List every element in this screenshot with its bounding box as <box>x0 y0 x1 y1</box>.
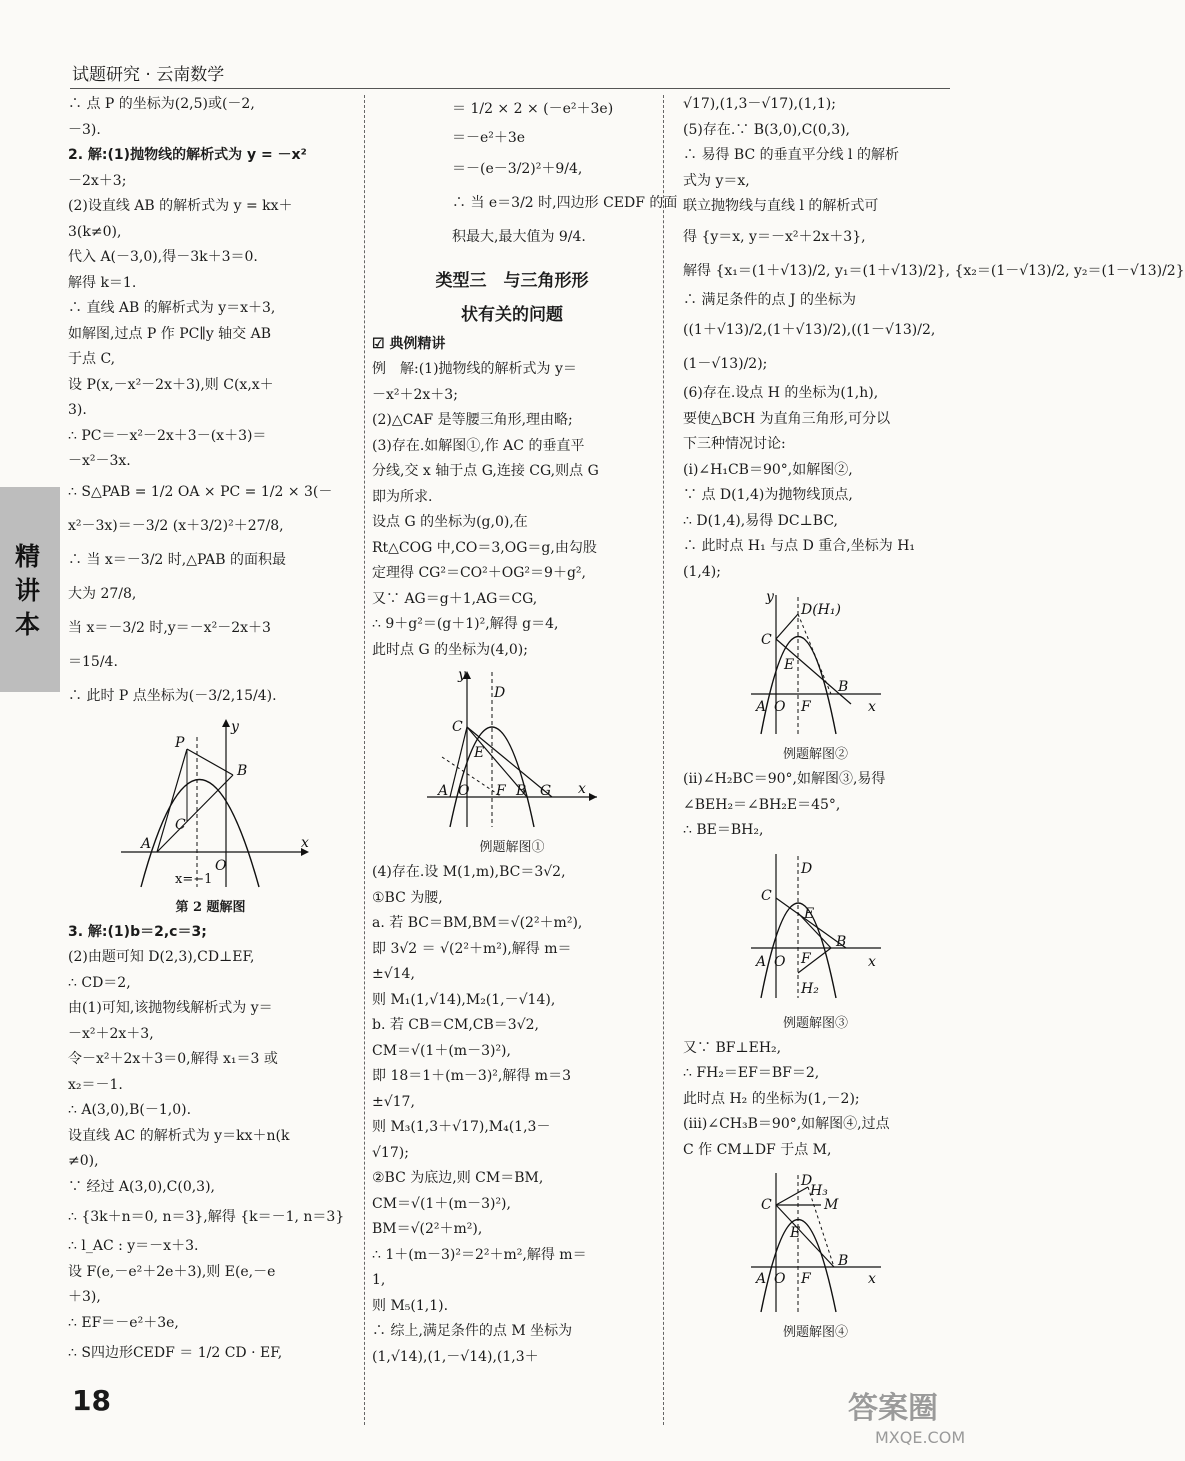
text-line: ∴ 满足条件的点 J 的坐标为 <box>683 291 856 308</box>
svg-text:x: x <box>867 699 876 715</box>
text-line: ∴ 此时点 H₁ 与点 D 重合,坐标为 H₁ <box>683 538 916 554</box>
text-line: ∴ 此时 P 点坐标为(－3/2,15/4). <box>68 687 277 704</box>
text-line: Rt△COG 中,CO＝3,OG＝g,由勾股 <box>372 539 597 556</box>
svg-text:E: E <box>783 657 794 673</box>
checkbox-icon: ☑ <box>372 335 385 352</box>
text-line: (4)存在.设 M(1,m),BC＝3√2, <box>372 864 566 880</box>
svg-text:O: O <box>773 953 785 970</box>
svg-text:P: P <box>174 734 184 751</box>
text-line: 当 x＝－3/2 时,y＝－x²－2x＋3 <box>68 619 271 636</box>
text-line: ＋3), <box>68 1289 101 1305</box>
svg-text:D: D <box>800 1173 812 1189</box>
text-line: (6)存在.设点 H 的坐标为(1,h), <box>683 385 879 401</box>
text-line: －x²＋2x＋3; <box>372 386 458 403</box>
text-line: (ⅲ)∠CH₃B＝90°,如解图④,过点 <box>683 1116 890 1132</box>
text-line: ＝15/4. <box>68 653 118 670</box>
text-line: 则 M₁(1,√14),M₂(1,－√14), <box>372 991 556 1008</box>
text-line: ∴ BE＝BH₂, <box>683 822 764 838</box>
text-line: 得 {y＝x, y＝－x²＋2x＋3}, <box>683 228 866 245</box>
text-line: ∵ 点 D(1,4)为抛物线顶点, <box>683 487 853 503</box>
text-line: 联立抛物线与直线 l 的解析式可 <box>683 198 879 214</box>
svg-text:x: x <box>300 834 309 851</box>
text-line: ∴ 直线 AB 的解析式为 y＝x＋3, <box>68 300 276 316</box>
text-line: b. 若 CB＝CM,CB＝3√2, <box>372 1017 539 1033</box>
text-line: ∴ 综上,满足条件的点 M 坐标为 <box>372 1323 573 1339</box>
svg-text:O: O <box>214 857 226 874</box>
figure-caption: 例题解图④ <box>782 1325 848 1340</box>
text-line: C 作 CM⊥DF 于点 M, <box>683 1141 832 1158</box>
text-line: －3). <box>68 121 101 138</box>
svg-text:D: D <box>800 860 812 877</box>
svg-text:F: F <box>800 1271 811 1287</box>
svg-text:B: B <box>837 1253 848 1269</box>
svg-text:y: y <box>230 718 239 735</box>
text-line: √17); <box>372 1144 409 1161</box>
col2-text <box>372 92 678 254</box>
text-line: ∴ EF＝－e²＋3e, <box>68 1314 179 1331</box>
text-line: (5)存在.∵ B(3,0),C(0,3), <box>683 121 851 138</box>
col1-text <box>68 92 353 713</box>
figure-caption: 第 2 题解图 <box>175 899 246 915</box>
svg-text:B: B <box>516 783 527 799</box>
header-rule <box>70 88 950 89</box>
figure-q2 <box>111 717 311 892</box>
text-line: x²－3x)＝－3/2 (x＋3/2)²＋27/8, <box>68 517 284 534</box>
column-2 <box>372 92 678 1370</box>
text-line: 积最大,最大值为 9/4. <box>452 228 586 245</box>
text-line: 令－x²＋2x＋3＝0,解得 x₁＝3 或 <box>68 1051 278 1067</box>
figure-caption: 例题解图③ <box>782 1015 848 1031</box>
figure-example-1 <box>422 667 602 832</box>
text-line: 分线,交 x 轴于点 G,连接 CG,则点 G <box>372 463 599 479</box>
text-line: (2)设直线 AB 的解析式为 y = kx＋ <box>68 198 293 214</box>
svg-text:F: F <box>496 783 506 799</box>
svg-text:B: B <box>835 933 846 950</box>
text-line: √17),(1,3－√17),(1,1); <box>683 96 836 112</box>
text-line: ∴ 当 e＝3/2 时,四边形 CEDF 的面 <box>452 194 678 211</box>
text-line: 设 P(x,－x²－2x＋3),则 C(x,x＋ <box>68 376 274 393</box>
text-line: ≠0), <box>68 1153 99 1169</box>
svg-text:x: x <box>867 1271 876 1287</box>
text-line: ∴ A(3,0),B(－1,0). <box>68 1102 192 1118</box>
text-line: 定理得 CG²＝CO²＋OG²＝9＋g², <box>372 565 586 581</box>
text-line: 设 F(e,－e²＋2e＋3),则 E(e,－e <box>68 1263 276 1280</box>
text-line: ∴ l_AC : y＝－x＋3. <box>68 1238 199 1254</box>
text-line: (ⅰ)∠H₁CB＝90°,如解图②, <box>683 461 853 478</box>
text-line: ＝ 1/2 × 2 × (－e²＋3e) <box>452 101 614 117</box>
text-line: 大为 27/8, <box>68 585 137 602</box>
svg-text:A: A <box>755 699 766 715</box>
text-line: ∴ S四边形CEDF ＝ 1/2 CD · EF, <box>68 1345 283 1361</box>
text-line: (1,√14),(1,－√14),(1,3＋ <box>372 1348 539 1365</box>
text-line: 则 M₅(1,1). <box>372 1297 449 1314</box>
side-tab-label: 精讲本 <box>15 542 41 639</box>
svg-text:F: F <box>800 950 811 967</box>
running-header: 试题研究 · 云南数学 <box>72 65 225 85</box>
text-line: 又∵ BF⊥EH₂, <box>683 1039 782 1056</box>
svg-text:F: F <box>800 699 811 715</box>
text-line: ((1＋√13)/2,(1＋√13)/2),((1－√13)/2, <box>683 322 936 338</box>
figure-example-2 <box>746 589 886 739</box>
svg-text:A: A <box>140 835 151 852</box>
text-line: 则 M₃(1,3＋√17),M₄(1,3－ <box>372 1119 551 1135</box>
text-line: ∴ 9＋g²＝(g＋1)²,解得 g＝4, <box>372 616 559 632</box>
svg-text:O: O <box>773 1271 785 1287</box>
svg-text:G: G <box>540 783 552 799</box>
text-line: 此时点 H₂ 的坐标为(1,－2); <box>683 1090 860 1107</box>
col2-text <box>372 357 652 663</box>
figure-example-3 <box>746 848 886 1008</box>
text-line: 例 解:(1)抛物线的解析式为 y＝ <box>372 361 577 377</box>
col2-text <box>372 860 652 1370</box>
svg-text:C: C <box>174 816 186 833</box>
svg-text:H₂: H₂ <box>800 980 819 997</box>
watermark-url: MXQE.COM <box>875 1428 966 1447</box>
svg-text:C: C <box>760 887 772 904</box>
text-line: 由(1)可知,该抛物线解析式为 y＝ <box>68 1000 273 1016</box>
text-line: 3(k≠0), <box>68 223 122 240</box>
section-title: 类型三 与三角形形 <box>435 270 589 291</box>
figure-caption: 例题解图① <box>479 840 545 855</box>
text-line: ∴ PC＝－x²－2x＋3－(x＋3)＝ <box>68 427 267 444</box>
svg-text:H₃: H₃ <box>809 1183 828 1199</box>
svg-text:D(H₁): D(H₁) <box>800 602 841 618</box>
col3-text <box>683 767 948 844</box>
text-line: 要使△BCH 为直角三角形,可分以 <box>683 410 891 427</box>
text-line: 1, <box>372 1272 386 1288</box>
text-line: －x²＋2x＋3, <box>68 1025 154 1042</box>
svg-text:B: B <box>236 762 247 779</box>
section-title: 状有关的问题 <box>461 304 563 325</box>
text-line: a. 若 BC＝BM,BM＝√(2²＋m²), <box>372 915 583 931</box>
text-line: ∴ CD＝2, <box>68 974 131 991</box>
text-line: (3)存在.如解图①,作 AC 的垂直平 <box>372 437 585 454</box>
text-line: 设直线 AC 的解析式为 y＝kx＋n(k <box>68 1127 290 1144</box>
text-line: 式为 y＝x, <box>683 172 750 189</box>
text-line: ∠BEH₂＝∠BH₂E＝45°, <box>683 796 841 813</box>
text-line: 于点 C, <box>68 351 116 367</box>
svg-text:E: E <box>789 1225 800 1241</box>
text-line: BM＝√(2²＋m²), <box>372 1221 483 1237</box>
page-number: 18 <box>72 1384 111 1417</box>
text-line: ∴ D(1,4),易得 DC⊥BC, <box>683 512 838 529</box>
text-line: ∴ S△PAB = 1/2 OA × PC = 1/2 × 3(－ <box>68 483 333 500</box>
text-line: 又∵ AG＝g＋1,AG＝CG, <box>372 590 538 607</box>
column-divider <box>364 95 365 1425</box>
text-line: (ⅱ)∠H₂BC＝90°,如解图③,易得 <box>683 771 886 787</box>
text-line: 设点 G 的坐标为(g,0),在 <box>372 514 528 530</box>
text-line: CM＝√(1＋(m－3)²), <box>372 1042 511 1059</box>
svg-text:x: x <box>578 781 586 797</box>
column-3 <box>683 92 1185 1345</box>
text-line: ∴ 点 P 的坐标为(2,5)或(－2, <box>68 96 255 112</box>
text-line: (1－√13)/2); <box>683 356 768 372</box>
col3-text <box>683 1036 948 1164</box>
text-line: ②BC 为底边,则 CM＝BM, <box>372 1170 544 1186</box>
text-line: 3. 解:(1)b＝2,c＝3; <box>68 923 207 940</box>
text-line: ∵ 经过 A(3,0),C(0,3), <box>68 1178 215 1195</box>
text-line: ＝－e²＋3e <box>452 130 526 146</box>
col3-text <box>683 92 1185 585</box>
svg-text:A: A <box>755 953 766 970</box>
text-line: ±√17, <box>372 1093 415 1110</box>
text-line: －2x＋3; <box>68 172 127 189</box>
svg-text:x: x <box>867 953 876 970</box>
svg-text:C: C <box>760 632 772 648</box>
figure-caption: 例题解图② <box>782 747 848 762</box>
svg-text:E: E <box>474 745 485 761</box>
svg-text:A: A <box>438 783 449 799</box>
text-line: ∴ {3k＋n＝0, n＝3},解得 {k＝－1, n＝3} <box>68 1209 345 1225</box>
svg-text:y: y <box>458 667 466 683</box>
text-line: 如解图,过点 P 作 PC∥y 轴交 AB <box>68 325 272 342</box>
text-line: 即 3√2 ＝ √(2²＋m²),解得 m＝ <box>372 940 572 957</box>
svg-text:B: B <box>837 679 848 695</box>
text-line: (1,4); <box>683 563 721 580</box>
text-line: 2. 解:(1)抛物线的解析式为 y = －x² <box>68 147 307 163</box>
text-line: 代入 A(－3,0),得－3k＋3＝0. <box>68 249 258 265</box>
svg-text:y: y <box>765 589 774 605</box>
column-1 <box>68 92 353 1370</box>
svg-text:D: D <box>494 685 506 701</box>
subhead <box>372 332 652 358</box>
text-line: 下三种情况讨论: <box>683 436 786 452</box>
subhead-label: 典例精讲 <box>389 335 446 352</box>
text-line: ∴ FH₂＝EF＝BF＝2, <box>683 1065 820 1081</box>
text-line: 即为所求. <box>372 488 433 505</box>
svg-text:C: C <box>452 719 463 735</box>
text-line: ∴ 当 x＝－3/2 时,△PAB 的面积最 <box>68 551 286 568</box>
svg-text:A: A <box>755 1271 766 1287</box>
text-line: －x²－3x. <box>68 453 131 469</box>
text-line: ①BC 为腰, <box>372 889 443 906</box>
figure-example-4 <box>746 1167 886 1317</box>
text-line: 解得 {x₁＝(1＋√13)/2, y₁＝(1＋√13)/2}, {x₂＝(1－√13)/2, y₂＝(1－√13)/2} <box>683 262 1185 279</box>
text-line: 即 18＝1＋(m－3)²,解得 m＝3 <box>372 1068 571 1084</box>
text-line: 解得 k＝1. <box>68 274 137 291</box>
svg-text:C: C <box>760 1197 772 1213</box>
text-line: CM＝√(1＋(m－3)²), <box>372 1195 511 1212</box>
svg-text:E: E <box>803 905 814 922</box>
text-line: 此时点 G 的坐标为(4,0); <box>372 641 528 658</box>
column-divider <box>663 95 664 1425</box>
watermark-logo: 答案圈 <box>848 1391 938 1426</box>
text-line: ∴ 1＋(m－3)²＝2²＋m²,解得 m＝ <box>372 1246 587 1263</box>
text-line: 3). <box>68 402 87 418</box>
text-line: (2)△CAF 是等腰三角形,理由略; <box>372 412 573 428</box>
svg-text:O: O <box>458 783 470 799</box>
text-line: (2)由题可知 D(2,3),CD⊥EF, <box>68 949 255 965</box>
text-line: x₂＝－1. <box>68 1076 123 1093</box>
text-line: ∴ 易得 BC 的垂直平分线 l 的解析 <box>683 147 899 163</box>
text-line: ±√14, <box>372 966 415 982</box>
svg-text:x=−1: x=−1 <box>174 871 212 887</box>
svg-text:O: O <box>773 699 785 715</box>
text-line: ＝－(e－3/2)²＋9/4, <box>452 160 583 177</box>
svg-text:M: M <box>823 1197 838 1213</box>
col1-text <box>68 920 353 1371</box>
